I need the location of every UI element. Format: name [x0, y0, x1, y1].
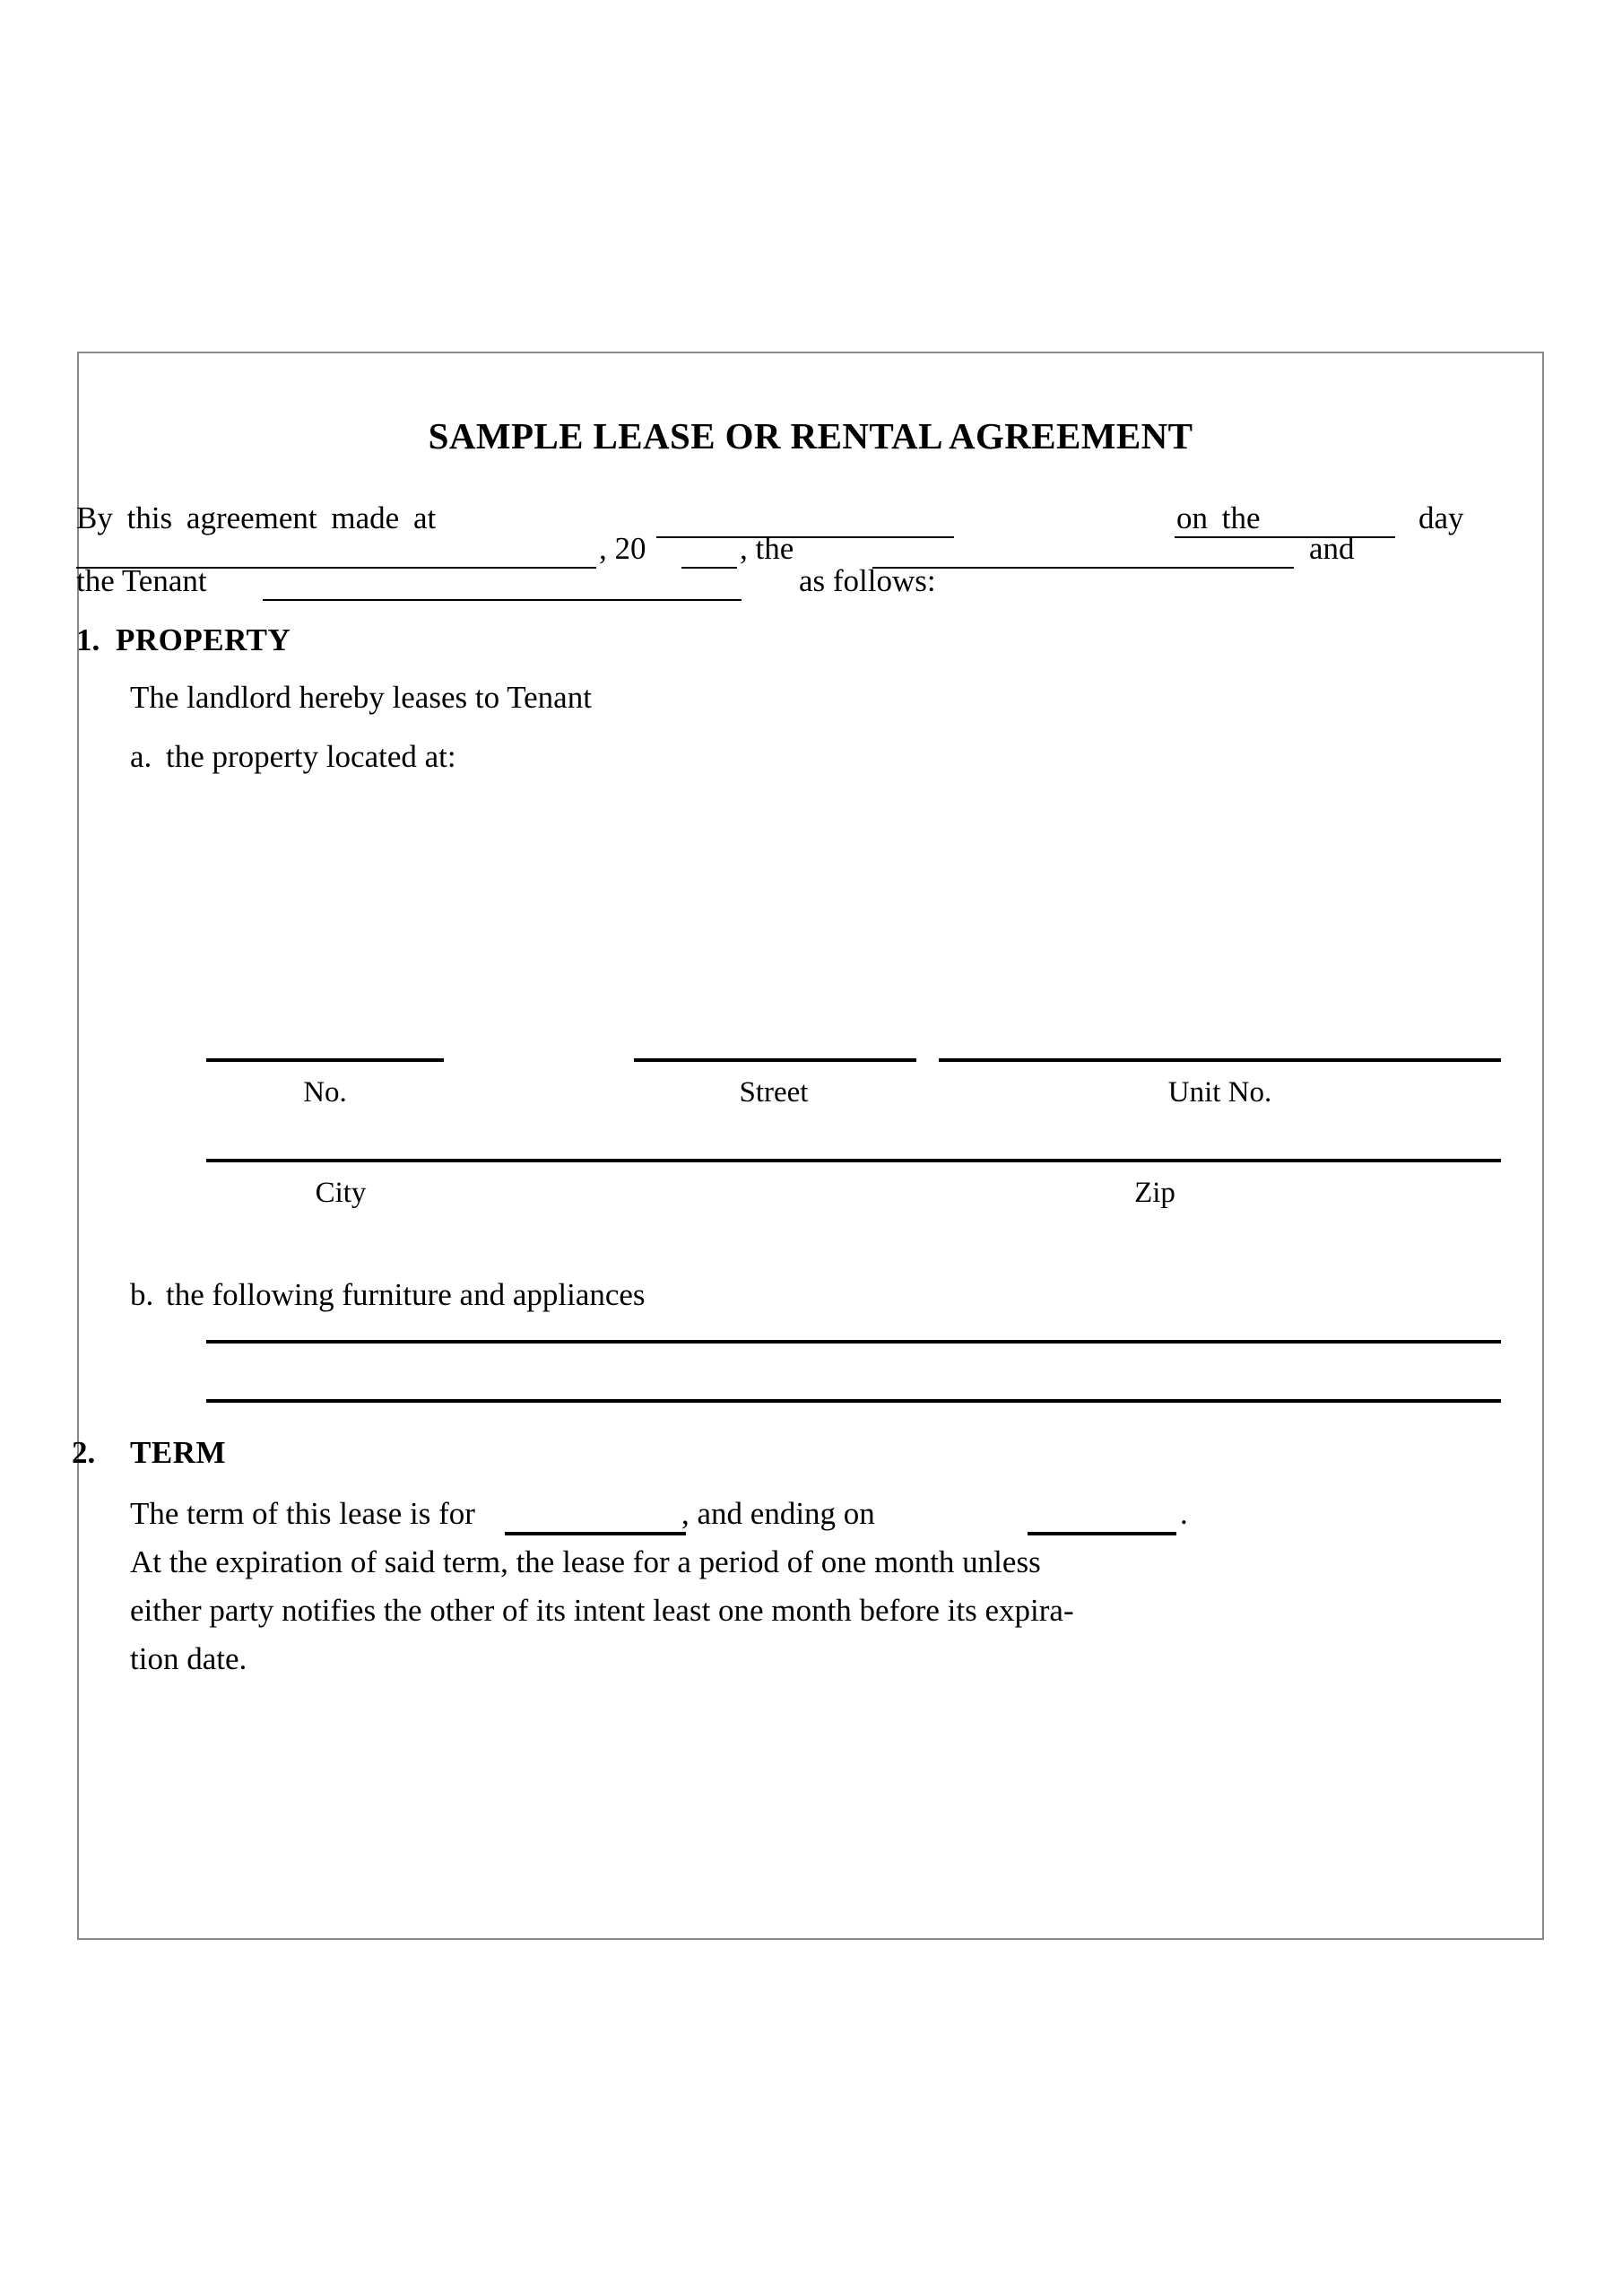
intro-line2-text-and: and [1309, 531, 1355, 566]
section-2-number: 2. [72, 1435, 96, 1470]
section-1-item-b-text: the following furniture and appliances [166, 1277, 646, 1312]
address-caption-zip: Zip [1134, 1177, 1175, 1209]
section-2-body-line1-part2: , and ending on [681, 1496, 875, 1531]
intro-line1-text-made-at: By this agreement made at [76, 500, 437, 535]
term-blank-end-date[interactable] [1028, 1532, 1176, 1535]
intro-blank-year[interactable] [681, 567, 737, 569]
address-caption-city: City [315, 1177, 367, 1209]
intro-line1-text-day: day [1418, 500, 1464, 535]
intro-blank-tenant[interactable] [263, 599, 742, 601]
section-1-number: 1. [76, 622, 100, 657]
address-caption-street: Street [739, 1076, 809, 1109]
address-blank-no[interactable] [206, 1058, 444, 1062]
section-2-body-line1-part1: The term of this lease is for [130, 1496, 475, 1531]
section-1-item-a-marker: a. [130, 739, 152, 774]
address-caption-unit-no: Unit No. [1167, 1076, 1272, 1109]
intro-blank-day[interactable] [1175, 536, 1395, 538]
section-2-title: TERM [130, 1435, 226, 1470]
intro-line2-text-the: , the [740, 531, 794, 566]
address-caption-no: No. [303, 1076, 347, 1109]
intro-line3-text-tenant: the Tenant [76, 563, 207, 598]
furniture-blank-line-2[interactable] [206, 1399, 1501, 1403]
section-2-body-line3: either party notifies the other of its intent least one month before its expira- [130, 1593, 1074, 1628]
address-blank-city-zip[interactable] [206, 1159, 1501, 1162]
intro-line2-text-year: , 20 [599, 531, 646, 566]
address-blank-street[interactable] [634, 1058, 916, 1062]
document-body [72, 353, 1542, 1938]
section-2-body-line2: At the expiration of said term, the lease for a period of one month unless [130, 1544, 1041, 1579]
intro-line1-text-on-the: on the [1176, 500, 1261, 535]
furniture-blank-line-1[interactable] [206, 1340, 1501, 1344]
section-1-title: PROPERTY [116, 622, 291, 657]
section-1-item-a-text: the property located at: [166, 739, 456, 774]
section-1-lead-text: The landlord hereby leases to Tenant [130, 680, 592, 715]
address-blank-unit-no[interactable] [939, 1058, 1501, 1062]
section-2-body-line1-part3: . [1180, 1496, 1188, 1531]
intro-line3-text-as-follows: as follows: [799, 563, 936, 598]
section-2-body-line4: tion date. [130, 1641, 247, 1676]
intro-blank-location[interactable] [656, 536, 954, 538]
section-1-item-b-marker: b. [130, 1277, 154, 1312]
term-blank-start-date[interactable] [505, 1532, 686, 1535]
document-page [72, 352, 1544, 1940]
page-title: SAMPLE LEASE OR RENTAL AGREEMENT [428, 415, 1193, 457]
